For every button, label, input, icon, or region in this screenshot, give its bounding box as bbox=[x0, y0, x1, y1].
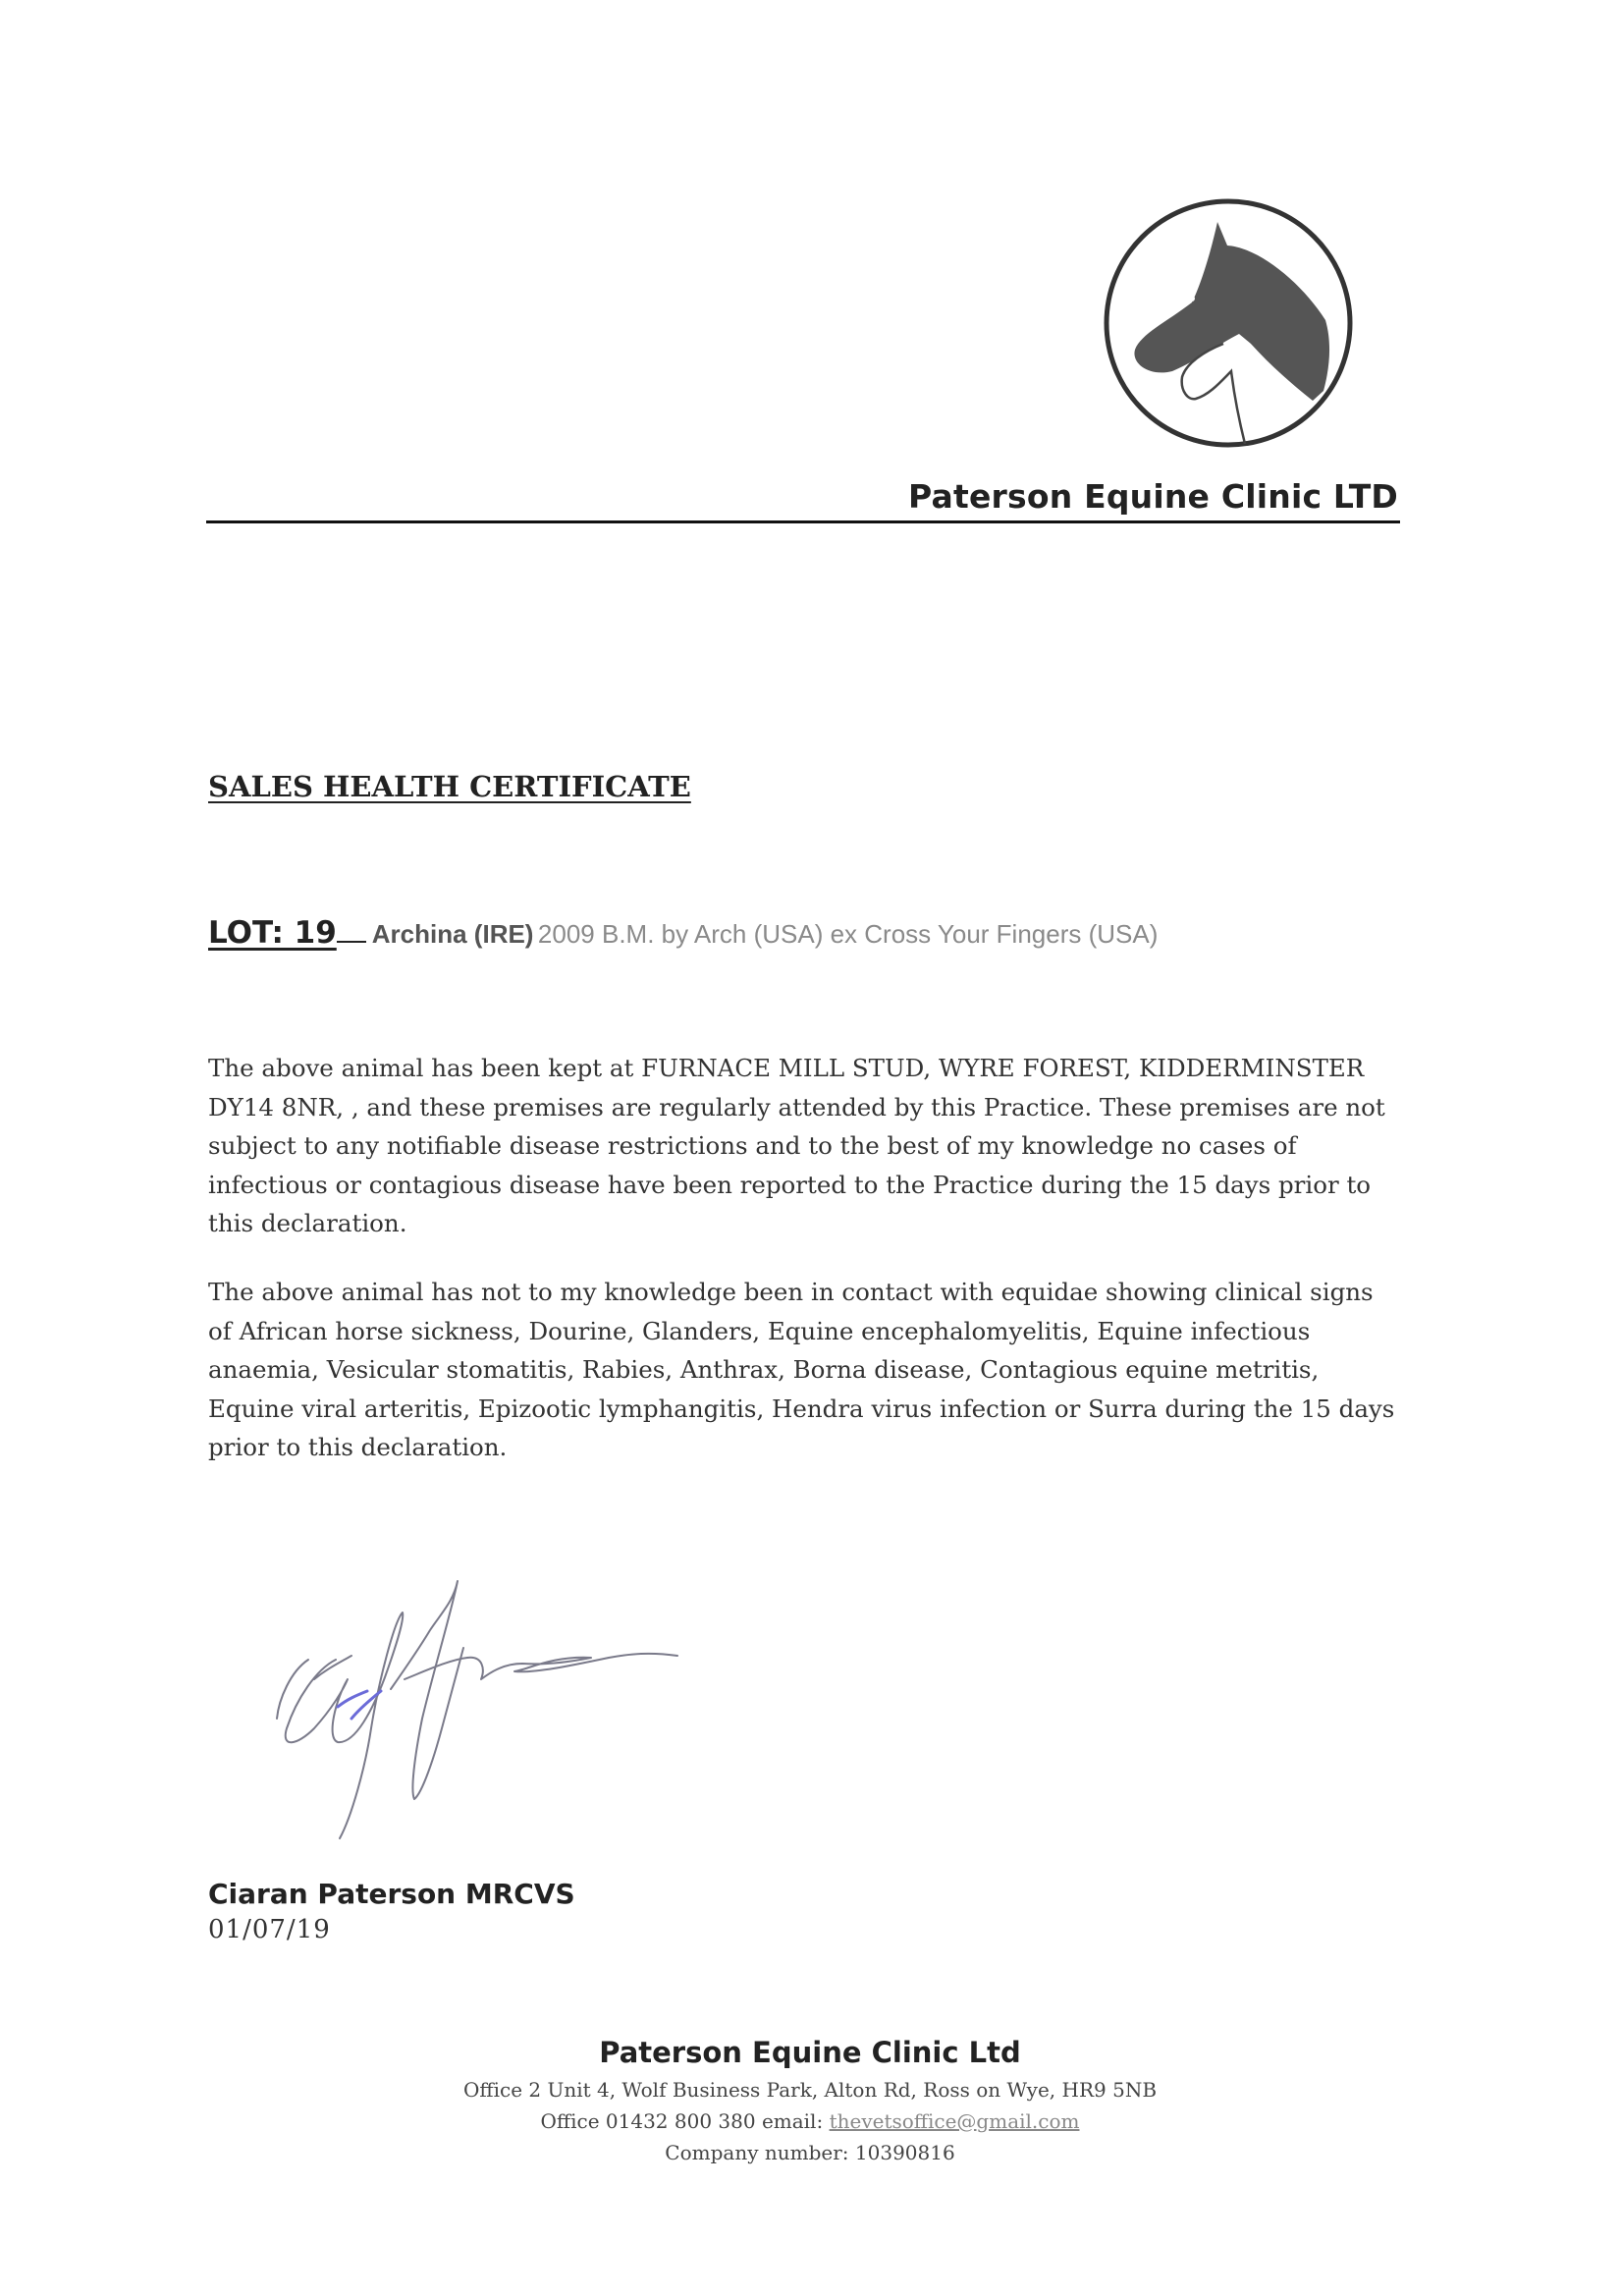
horse-detail: 2009 B.M. by Arch (USA) ex Cross Your Fingers (USA) bbox=[537, 919, 1159, 949]
header-rule bbox=[206, 520, 1400, 523]
lot-line bbox=[208, 915, 1158, 951]
footer bbox=[0, 2031, 1620, 2168]
footer-company-number: Company number: 10390816 bbox=[665, 2141, 955, 2164]
footer-address: Office 2 Unit 4, Wolf Business Park, Alton Rd, Ross on Wye, HR9 5NB bbox=[462, 2078, 1158, 2102]
signer-name: Ciaran Paterson MRCVS bbox=[208, 1878, 575, 1910]
footer-phone: Office 01432 800 380 email: bbox=[540, 2109, 830, 2133]
footer-contact bbox=[0, 2105, 1620, 2137]
handwritten-signature bbox=[257, 1561, 689, 1846]
contact-paragraph: The above animal has not to my knowledge been in contact with equidae showing clinical signs of African horse sickness, Dourine, Glanders, Equine encephalomyelitis, Equine infectious anaemia, Vesicular stomatitis, Rabies, Anthrax, Borna disease, Contagious equine metritis, Equine viral arteritis, Epizootic lymphangitis, Hendra virus infection or Surra during the 15 days prior to this declaration. bbox=[208, 1278, 1395, 1461]
horse-head-icon bbox=[1102, 196, 1355, 450]
premises-paragraph: The above animal has been kept at FURNACE MILL STUD, WYRE FOREST, KIDDERMINSTER DY14 8NR, , and these premises are regularly attended by this Practice. These premises are not subject to any notifiable disease restrictions and to the best of my knowledge no cases of infectious or contagious disease have been reported to the Practice during the 15 days prior to this declaration. bbox=[208, 1054, 1385, 1237]
footer-email-link[interactable]: thevetsoffice@gmail.com bbox=[829, 2109, 1080, 2133]
footer-company: Paterson Equine Clinic Ltd bbox=[599, 2036, 1021, 2069]
company-title: Paterson Equine Clinic LTD bbox=[908, 477, 1398, 516]
lot-label: LOT: 19 bbox=[208, 915, 337, 951]
lot-underline bbox=[337, 921, 366, 943]
horse-name: Archina (IRE) bbox=[371, 919, 534, 949]
signature-date: 01/07/19 bbox=[208, 1915, 331, 1944]
document-title: SALES HEALTH CERTIFICATE bbox=[208, 770, 691, 803]
